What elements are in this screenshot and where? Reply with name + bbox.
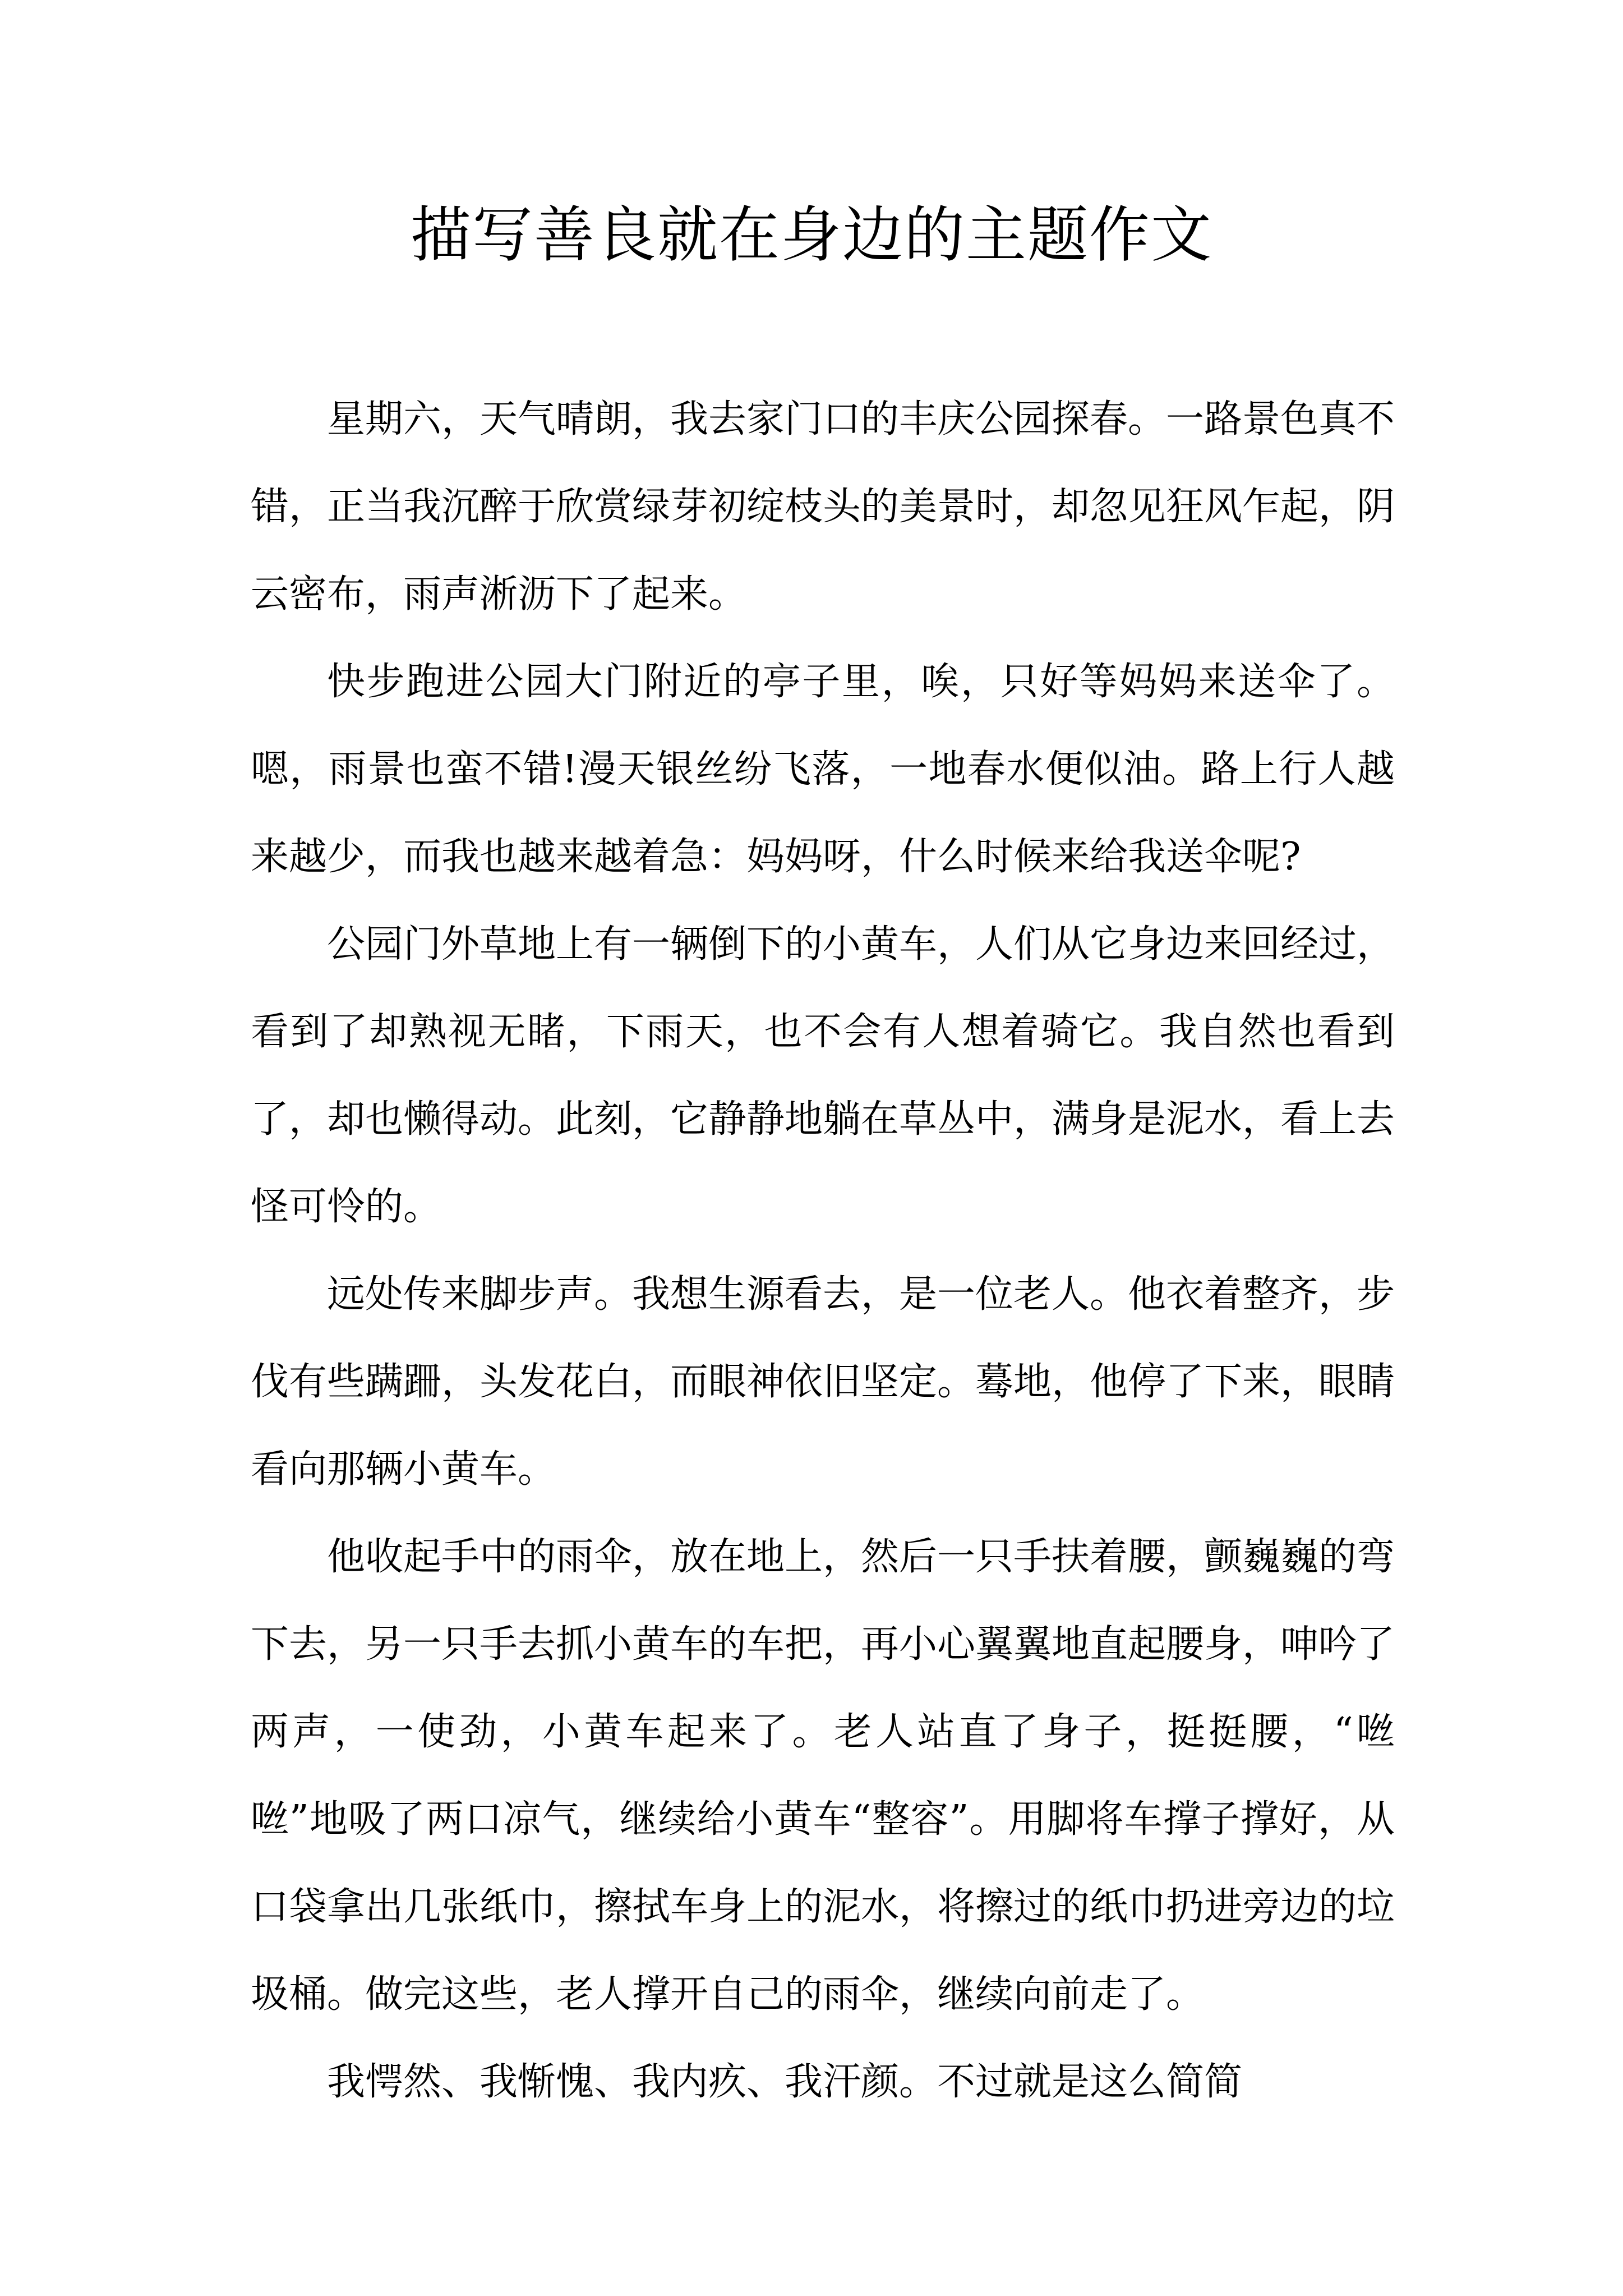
paragraph-2: 快步跑进公园大门附近的亭子里，唉，只好等妈妈来送伞了。嗯，雨景也蛮不错!漫天银丝纷飞落，一地春水便似油。路上行人越来越少，而我也越来越着急：妈妈呀，什么时候来给我送伞呢?	[251, 660, 1395, 879]
paragraph-4: 远处传来脚步声。我想生源看去，是一位老人。他衣着整齐，步伐有些蹒跚，头发花白，而眼神依旧坚定。蓦地，他停了下来，眼睛看向那辆小黄车。	[251, 1272, 1395, 1492]
paragraph-1: 星期六，天气晴朗，我去家门口的丰庆公园探春。一路景色真不错，正当我沉醉于欣赏绿芽初绽枝头的美景时，却忽见狂风乍起，阴云密布，雨声淅沥下了起来。	[251, 397, 1395, 616]
paragraph-3: 公园门外草地上有一辆倒下的小黄车，人们从它身边来回经过，看到了却熟视无睹，下雨天，也不会有人想着骑它。我自然也看到了，却也懒得动。此刻，它静静地躺在草丛中，满身是泥水，看上去怪可怜的。	[251, 922, 1395, 1229]
paragraph-6: 我愕然、我惭愧、我内疚、我汗颜。不过就是这么简简	[327, 2060, 1243, 2104]
document-title: 描写善良就在身边的主题作文	[410, 200, 1212, 270]
document-body	[251, 376, 1395, 2126]
paragraph-5: 他收起手中的雨伞，放在地上，然后一只手扶着腰，颤巍巍的弯下去，另一只手去抓小黄车的车把，再小心翼翼地直起腰身，呻吟了两声，一使劲，小黄车起来了。老人站直了身子，挺挺腰，“咝咝”地吸了两口凉气，继续给小黄车“整容”。用脚将车撑子撑好，从口袋拿出几张纸巾，擦拭车身上的泥水，将擦过的纸巾扔进旁边的垃圾桶。做完这些，老人撑开自己的雨伞，继续向前走了。	[251, 1535, 1395, 2017]
